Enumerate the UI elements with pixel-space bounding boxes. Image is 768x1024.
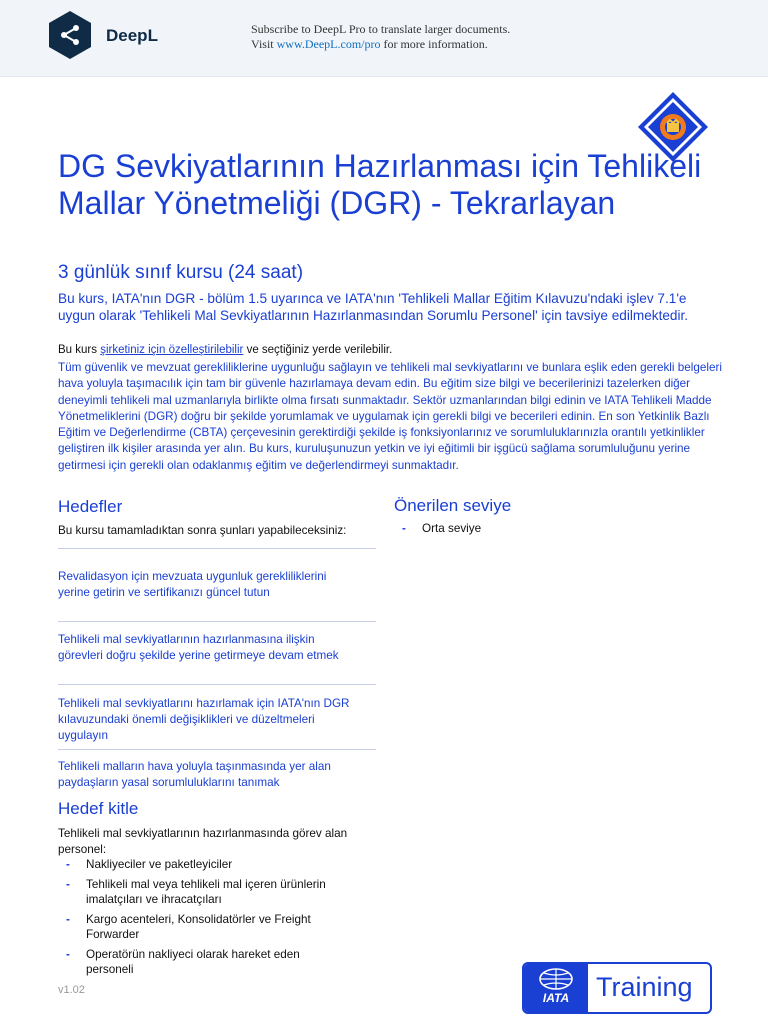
banner-visit-text: Visit (251, 37, 274, 51)
course-duration: 3 günlük sınıf kursu (24 saat) (58, 262, 304, 283)
deepl-banner (0, 0, 768, 77)
level-heading: Önerilen seviye (394, 496, 512, 515)
deepl-pro-link[interactable]: www.DeepL.com/pro (276, 37, 381, 51)
deepl-logo-icon[interactable] (47, 10, 93, 60)
dash-bullet-icon: - (66, 947, 70, 961)
dash-bullet-icon: - (402, 522, 406, 535)
page-title: DG Sevkiyatlarının Hazırlanması için Tehlikeli Mallar Yönetmeliği (DGR) - Tekrarlayan (58, 148, 702, 221)
course-description: Tüm güvenlik ve mevzuat gerekliliklerine uygunluğu sağlayın ve tehlikeli mal sevkiyatlarını ve bunlara eşlik eden gerekli belgeleri hava yoluyla taşımacılık için tam bir güvenle hazırlamaya devam edin. Bu eğitim size bilgi ve becerilerinizi tazelerken diğer deneyimli tehlikeli mal uzmanlarıyla birlikte olma fırsatı sunmaktadır. Sektör uzmanlarından bilgi edinin ve IATA Tehlikeli Madde Yönetmeliklerini (DGR) doğru bir şekilde yorumlamak ve uygulamak için gerekli bilgi ve becerileri edinin. En son Yetkinlik Bazlı Eğitim ve Değerlendirme (CBTA) çerçevesinin gerektirdiği şekilde iş fonksiyonlarınız ve sorumluluklarınızla orantılı yetkinlikler geliştiren ilk kişiler arasında yer alın. Bu kurs, kuruluşunuzun yetkin ve iyi eğitimli bir işgücü sağlama sorumluluğunu yerine getirmesi için gerekli olan odaklanmış eğitim ve değerlendirmeyi sunmaktadır. (58, 361, 722, 472)
objectives-divider (58, 621, 376, 622)
iata-logo (524, 964, 588, 1012)
audience-heading: Hedef kitle (58, 799, 139, 818)
list-item: - Tehlikeli mal veya tehlikeli mal içeren ürünlerin imalatçıları ve ihracatçıları (66, 877, 326, 906)
version-label: v1.02 (58, 984, 85, 996)
objective-item: Tehlikeli mal sevkiyatlarını hazırlamak için IATA'nın DGR kılavuzundaki önemli değişiklikleri ve düzeltmeleri uygulayın (58, 697, 350, 742)
audience-intro: Tehlikeli mal sevkiyatlarının hazırlanmasında görev alan personel: (58, 827, 348, 856)
customization-link[interactable]: şirketiniz için özelleştirilebilir (100, 344, 244, 356)
training-label: Training (596, 972, 693, 1002)
customization-note (58, 344, 392, 356)
list-item: - Nakliyeciler ve paketleyiciler (66, 858, 233, 871)
dash-bullet-icon: - (66, 877, 70, 891)
level-list (394, 521, 694, 541)
deepl-logo-text[interactable]: DeepL (106, 26, 158, 45)
objective-item: Tehlikeli malların hava yoluyla taşınmasında yer alan paydaşların yasal sorumluluklarını tanımak (58, 760, 331, 789)
banner-info-text: for more information. (383, 37, 488, 51)
globe-icon (538, 968, 574, 990)
list-item: - Kargo acenteleri, Konsolidatörler ve Freight Forwarder (66, 912, 311, 941)
iata-logo-text: IATA (542, 991, 570, 1005)
objective-item: Tehlikeli mal sevkiyatlarının hazırlanmasına ilişkin görevleri doğru şekilde yerine getirmeye devam etmek (58, 633, 339, 662)
customization-prefix: Bu kurs (58, 344, 97, 356)
objectives-divider (58, 548, 376, 549)
banner-line-1: Subscribe to DeepL Pro to translate larger documents. (251, 22, 511, 36)
course-intro: Bu kurs, IATA'nın DGR - bölüm 1.5 uyarınca ve IATA'nın 'Tehlikeli Mallar Eğitim Kılavuzu'ndaki işlev 7.1'e uygun olarak 'Tehlikeli Mal Sevkiyatlarının Hazırlanmasından Sorumlu Personel' için tavsiye edilmektedir. (58, 291, 689, 323)
list-item: - Orta seviye (402, 522, 482, 535)
objectives-intro: Bu kursu tamamladıktan sonra şunları yapabileceksiniz: (58, 524, 347, 537)
dash-bullet-icon: - (66, 912, 70, 926)
customization-suffix: ve seçtiğiniz yerde verilebilir. (246, 344, 393, 356)
objectives-heading: Hedefler (58, 497, 123, 516)
objectives-divider (58, 749, 376, 750)
banner-line-2 (251, 37, 510, 52)
objective-item: Revalidasyon için mevzuata uygunluk gerekliliklerini yerine getirin ve sertifikanızı güncel tutun (58, 570, 327, 599)
banner-message (251, 22, 510, 52)
objectives-divider (58, 684, 376, 685)
dash-bullet-icon: - (66, 858, 70, 871)
audience-list (58, 857, 348, 982)
iata-training-badge (522, 962, 712, 1014)
list-item: - Operatörün nakliyeci olarak hareket eden personeli (66, 947, 300, 976)
